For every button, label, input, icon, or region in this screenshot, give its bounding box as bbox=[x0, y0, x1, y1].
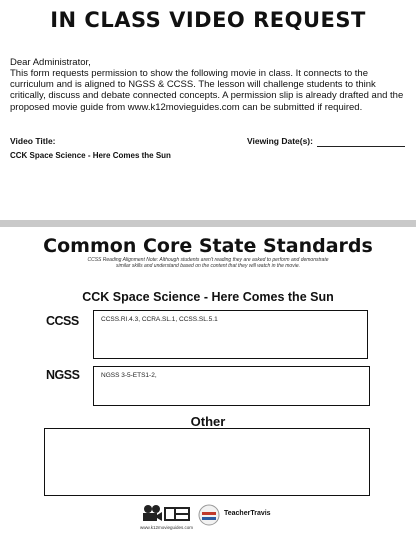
other-label: Other bbox=[190, 414, 226, 429]
page-title: IN CLASS VIDEO REQUEST bbox=[50, 8, 366, 32]
video-title-label: Video Title: bbox=[10, 136, 56, 146]
ccss-label: CCSS bbox=[46, 314, 79, 328]
ccss-value: CCSS.RI.4.3, CCRA.SL.1, CCSS.SL.5.1 bbox=[101, 316, 218, 323]
ngss-label: NGSS bbox=[46, 368, 80, 382]
k12-movie-guides-logo bbox=[140, 503, 192, 525]
standards-title: Common Core State Standards bbox=[43, 235, 373, 257]
ngss-value: NGSS 3-5-ETS1-2, bbox=[101, 372, 157, 379]
teacher-travis-brand: TeacherTravis bbox=[224, 510, 271, 517]
page-divider bbox=[0, 220, 416, 227]
teacher-travis-logo bbox=[198, 504, 220, 526]
alignment-note: CCSS Reading Alignment Note: Although students aren't reading they are asked to perform and demonstrate similar skills and understand based on the content that they will watch in the movie. bbox=[87, 257, 329, 269]
video-title-value: CCK Space Science - Here Comes the Sun bbox=[10, 151, 171, 160]
standards-movie-title: CCK Space Science - Here Comes the Sun bbox=[82, 290, 334, 304]
salutation: Dear Administrator, bbox=[10, 57, 91, 68]
footer bbox=[140, 503, 290, 531]
ccss-box[interactable] bbox=[93, 310, 368, 359]
k12-url: www.k12movieguides.com bbox=[140, 525, 194, 530]
viewing-dates-field[interactable] bbox=[317, 146, 405, 147]
other-box[interactable] bbox=[44, 428, 370, 496]
ngss-box[interactable] bbox=[93, 366, 370, 406]
viewing-dates-label: Viewing Date(s): bbox=[247, 136, 313, 146]
request-body: This form requests permission to show the following movie in class. It connects to the curriculum and is aligned to NGSS & CCSS. The lesson will challenge students to think critically, discuss and debate connected concepts. A permission slip is already drafted and the proposed movie guide from www.k12movieguides.com can be submitted if required. bbox=[10, 68, 404, 113]
